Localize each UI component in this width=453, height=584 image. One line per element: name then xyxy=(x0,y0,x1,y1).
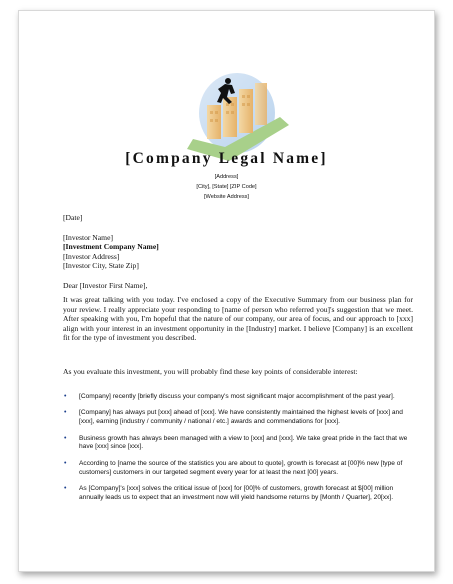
bullet-text: [Company] has always put [xxx] ahead of [xxx]. We have consistently maintained the highest levels of [xxx] and [xxx], earning [industry / community / national / etc.] awards and commendations for [xxx]. xyxy=(79,409,403,426)
key-points-intro: As you evaluate this investment, you will probably find these key points of considerable interest: xyxy=(63,367,358,376)
company-address: [Address] xyxy=(214,174,239,180)
bullet-glyph: • xyxy=(64,484,67,492)
investment-company-name: [Investment Company Name] xyxy=(63,242,159,252)
bullet-glyph: • xyxy=(64,393,67,400)
investor-address: [Investor Address] xyxy=(63,251,120,261)
company-legal-name: [Company Legal Name] xyxy=(125,150,328,167)
bullet-glyph: • xyxy=(64,434,67,442)
letter-date: [Date] xyxy=(63,213,83,222)
list-item xyxy=(63,485,415,503)
salutation: Dear [Investor First Name], xyxy=(63,281,148,290)
bullet-text: Business growth has always been managed with a view to [xxx] and [xxx]. We take great pride in the fact that we have [xxx] since [xxx]. xyxy=(79,434,408,451)
company-website: [Website Address] xyxy=(204,194,249,200)
bullet-text: [Company] recently [briefly discuss your company's most significant major accomplishment of the past year]. xyxy=(79,393,395,400)
bullet-glyph: • xyxy=(64,459,67,467)
bullet-glyph: • xyxy=(64,409,67,417)
key-points-list xyxy=(63,393,415,510)
company-city-state-zip: [City], [State] [ZIP Code] xyxy=(196,184,257,190)
investor-city-state-zip: [Investor City, State Zip] xyxy=(63,261,139,271)
list-item xyxy=(63,409,415,427)
letter-page xyxy=(18,10,435,572)
intro-paragraph: It was great talking with you today. I've enclosed a copy of the Executive Summary from our business plan for your review. I really appreciate your responding to [name of person who referred you]'s suggestion that we meet. After speaking with you, I'm hopeful that the nature of our company, our area of focus, and our approach to [xxx] align with your interest in an investment opportunity in the [Industry] market. I believe [Company] is an excellent fit for the type of investment you described. xyxy=(63,295,413,343)
list-item xyxy=(63,460,415,478)
investor-name: [Investor Name] xyxy=(63,233,113,242)
recipient-block xyxy=(63,233,409,271)
list-item xyxy=(63,393,415,402)
bullet-text: According to [name the source of the statistics you are about to quote], growth is forecast at [00]% new [type of customers] customers in our targeted segment every year for at least the next [00] years. xyxy=(79,459,403,476)
bullet-text: As [Company]'s [xxx] solves the critical issue of [xxx] for [00]% of customers, growth forecast at $[00] million annually leads us to expect that an investment now will yield handsome returns by [Month / Quarter], 20[xx]. xyxy=(79,484,394,501)
company-logo-graphic xyxy=(185,69,295,161)
list-item xyxy=(63,435,415,453)
